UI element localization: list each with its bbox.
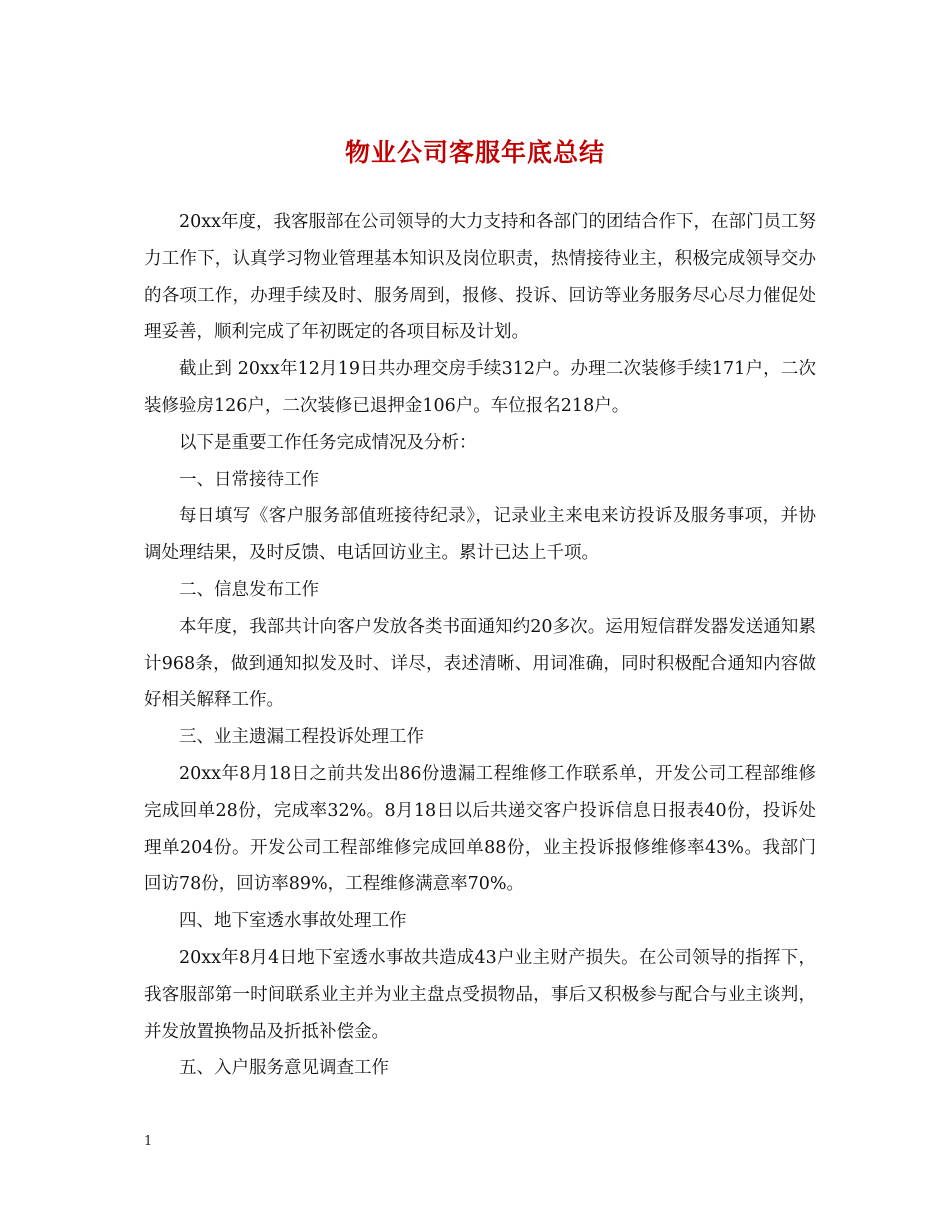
paragraph-section-4: 20xx年8月4日地下室透水事故共造成43户业主财产损失。在公司领导的指挥下，我客服部第一时间联系业主并为业主盘点受损物品，事后又积极参与配合与业主谈判，并发放置换物品及折抵补偿金。 (144, 947, 816, 1042)
section-heading-2: 二、信息发布工作 (179, 579, 319, 600)
paragraph-section-2: 本年度，我部共计向客户发放各类书面通知约20多次。运用短信群发器发送通知累计968条，做到通知拟发及时、详尽，表述清晰、用词准确，同时积极配合通知内容做好相关解释工作。 (144, 616, 816, 711)
section-heading-5: 五、入户服务意见调查工作 (179, 1058, 389, 1079)
section-heading-4: 四、地下室透水事故处理工作 (179, 911, 407, 932)
section-heading-1: 一、日常接待工作 (179, 469, 319, 490)
document-body (144, 204, 816, 1087)
paragraph-statistics: 截止到 20xx年12月19日共办理交房手续312户。办理二次装修手续171户，二次装修验房126户，二次装修已退押金106户。车位报名218户。 (144, 359, 816, 416)
document-title: 物业公司客服年底总结 (344, 138, 605, 167)
section-heading-3: 三、业主遗漏工程投诉处理工作 (179, 727, 424, 748)
page-number: 1 (144, 1134, 153, 1149)
paragraph-section-1: 每日填写《客户服务部值班接待纪录》，记录业主来电来访投诉及服务事项，并协调处理结果，及时反馈、电话回访业主。累计已达上千项。 (144, 506, 816, 564)
paragraph-summary-lead: 以下是重要工作任务完成情况及分析： (179, 432, 477, 453)
paragraph-section-3: 20xx年8月18日之前共发出86份遗漏工程维修工作联系单，开发公司工程部维修完成回单28份，完成率32%。8月18日以后共递交客户投诉信息日报表40份，投诉处理单204份。开发公司工程部维修完成回单88份，业主投诉报修维修率43%。我部门回访78份，回访率89%，工程维修满意率70%。 (144, 763, 816, 895)
paragraph-intro: 20xx年度，我客服部在公司领导的大力支持和各部门的团结合作下，在部门员工努力工作下，认真学习物业管理基本知识及岗位职责，热情接待业主，积极完成领导交办的各项工作，办理手续及时、服务周到，报修、投诉、回访等业务服务尽心尽力催促处理妥善，顺利完成了年初既定的各项目标及计划。 (144, 212, 817, 343)
